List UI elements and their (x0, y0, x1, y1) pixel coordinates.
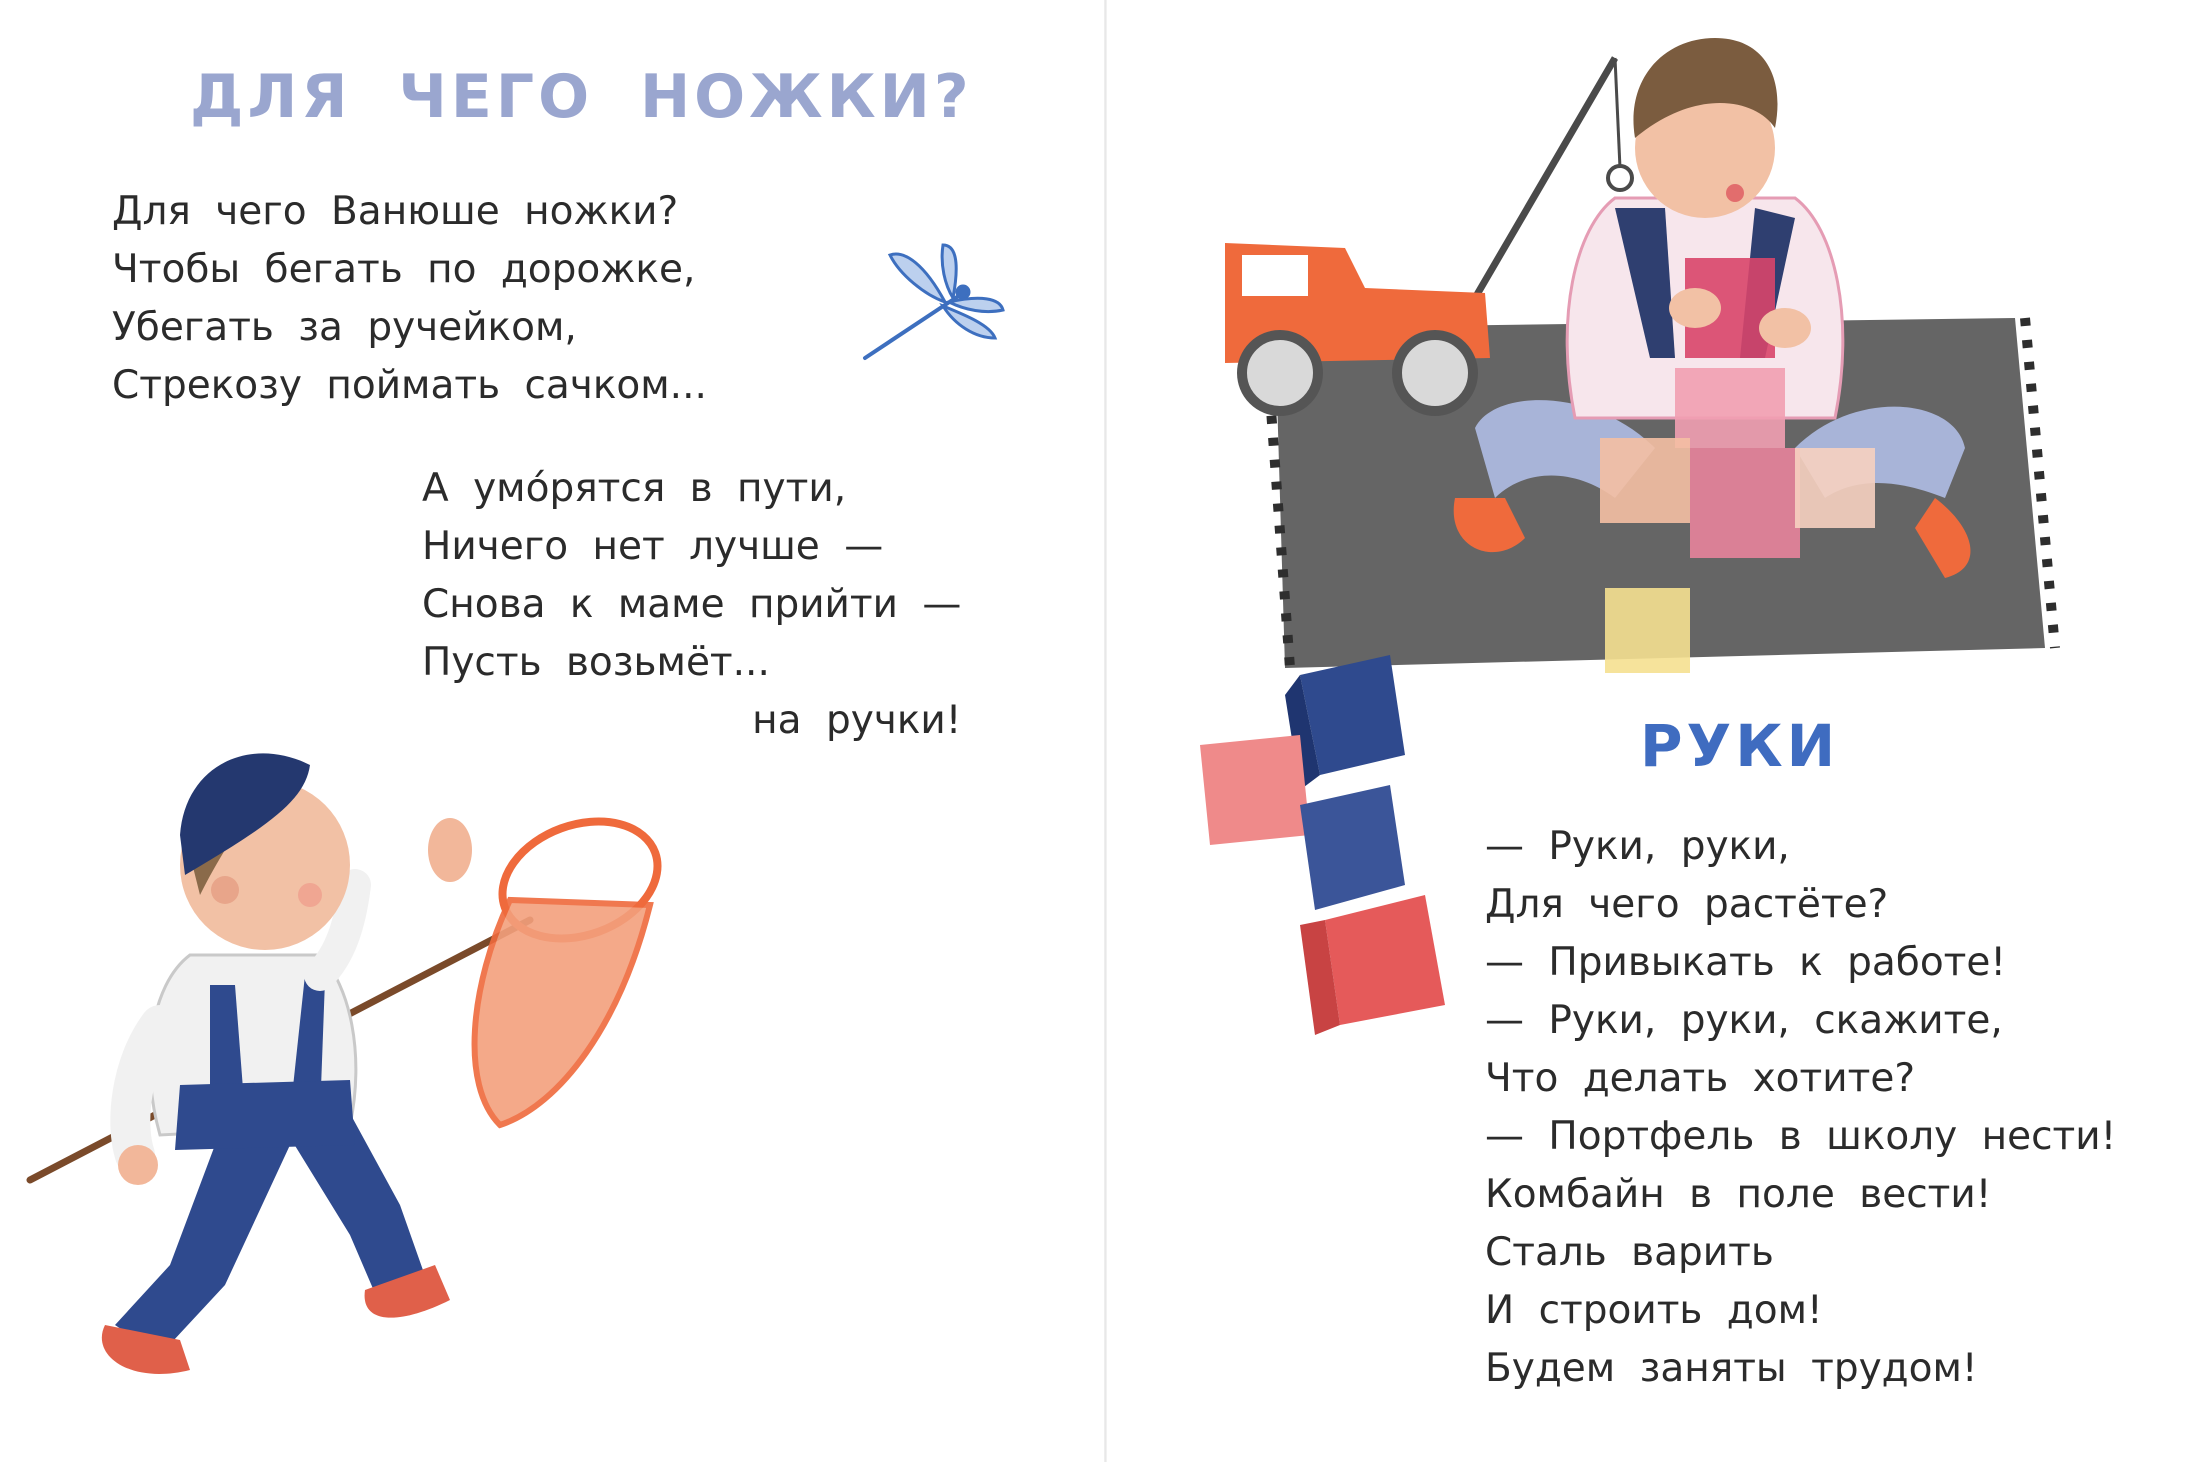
poem-line: Убегать за ручейком, (112, 305, 577, 350)
poem-line: Ничего нет лучше — (422, 524, 884, 569)
poem-line: Для чего Ванюше ножки? (112, 189, 679, 234)
poem-line: — Привыкать к работе! (1485, 940, 2007, 985)
poem-title-hands: РУКИ (1640, 712, 1840, 780)
poem-line: Стрекозу поймать сачком... (112, 363, 707, 408)
poem-line: — Руки, руки, (1485, 824, 1790, 869)
poem-line-end-text: на ручки! (752, 698, 962, 743)
poem-line: Пусть возьмёт... (422, 640, 770, 685)
poem-line: Снова к маме прийти — (422, 582, 962, 627)
poem-title-legs: ДЛЯ ЧЕГО НОЖКИ? (190, 62, 973, 132)
poem-line: Для чего растёте? (1485, 882, 1889, 927)
poem-stanza-1 (112, 183, 707, 415)
poem-line: Чтобы бегать по дорожке, (112, 247, 696, 292)
dragonfly-icon (845, 240, 1005, 370)
poem-line: И строить дом! (1485, 1288, 1823, 1333)
poem-line: — Руки, руки, скажите, (1485, 998, 2003, 1043)
book-gutter (1104, 0, 1107, 1462)
poem-line: — Портфель в школу нести! (1485, 1114, 2117, 1159)
poem-line: Что делать хотите? (1485, 1056, 1916, 1101)
poem-line: Будем заняты трудом! (1485, 1346, 1978, 1391)
poem-line: А умо́рятся в пути, (422, 466, 847, 511)
poem-line: Сталь варить (1485, 1230, 1774, 1275)
toy-blocks-illustration (1190, 655, 1460, 1045)
poem-line: Комбайн в поле вести! (1485, 1172, 1992, 1217)
boy-playing-with-blocks-illustration (1195, 28, 2075, 698)
poem-stanza-hands (1485, 818, 2116, 1398)
boy-with-butterfly-net-illustration (20, 625, 670, 1415)
